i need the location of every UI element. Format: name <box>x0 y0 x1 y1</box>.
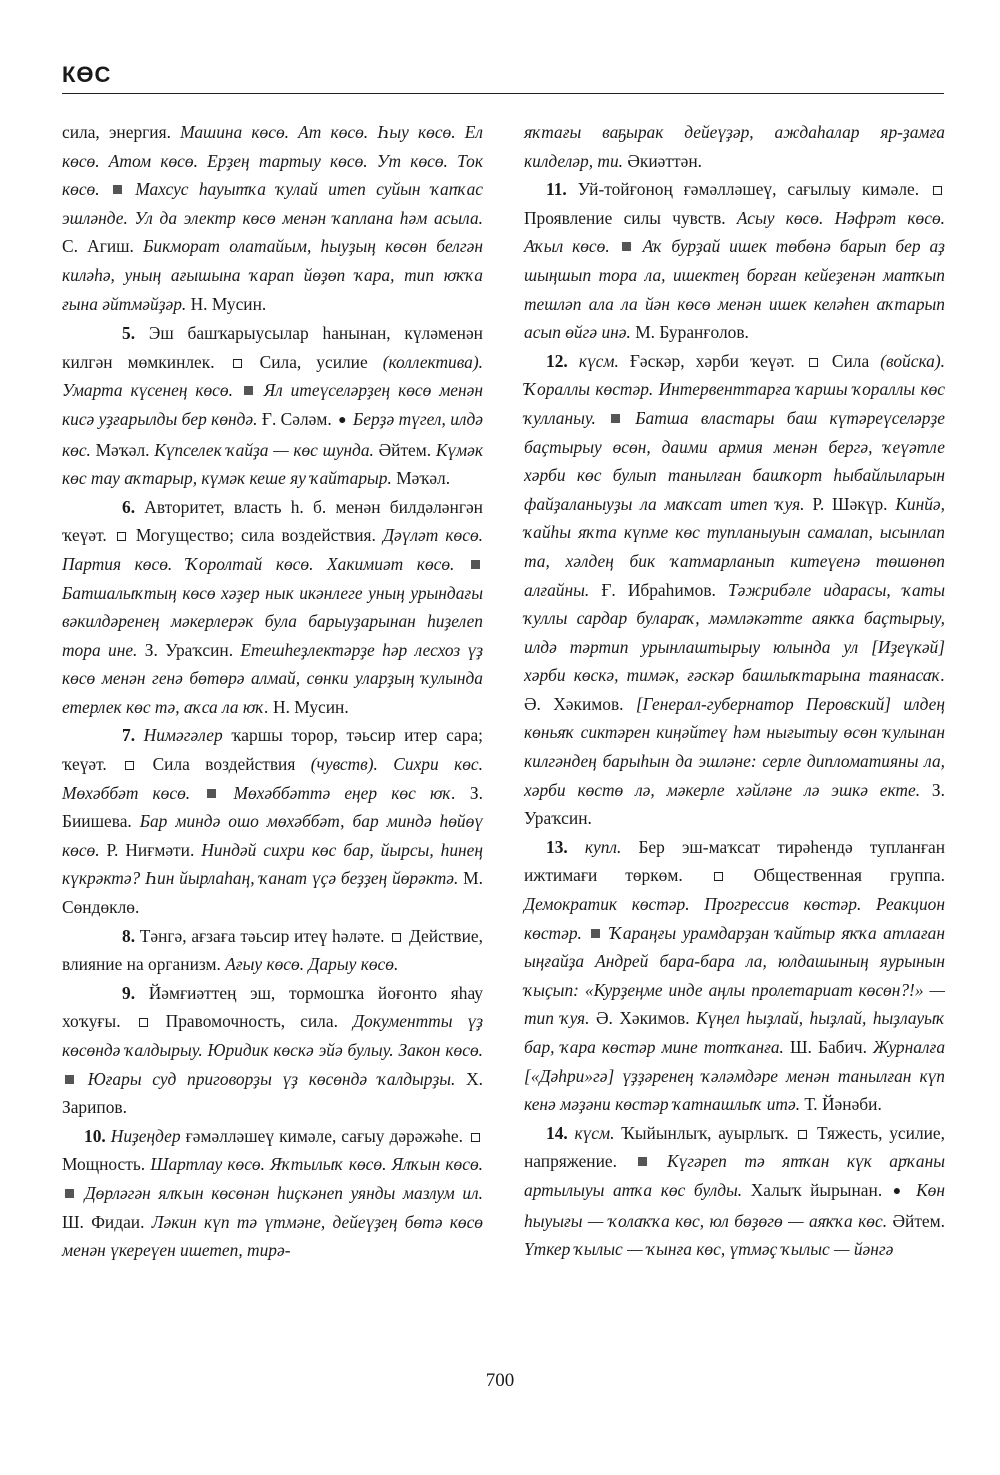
sense-number: 9. <box>122 982 136 1003</box>
quote-text: Махсус һауытҡа ҡулай итеп суйын ҡапҡас эшләнде. Ул да электр көсө менән ҡаплана һәм асыла. <box>62 179 484 228</box>
translation-marker-icon <box>714 872 723 881</box>
sense-number: 12. <box>546 350 568 371</box>
proverb-source: Әйтем. <box>887 1210 946 1231</box>
page-number: 700 <box>485 1370 515 1391</box>
quote-text: Бикморат олатайым, һыуҙың көсөн белгән киләһә, уның ағышына ҡарап йөҙөп ҡара, тип юҡҡа ғына әйтмәйҙәр. <box>62 236 483 314</box>
translation-marker-icon <box>933 186 942 195</box>
definition-italic: Ниҙеңдер <box>105 1125 181 1146</box>
definition-text: Бер эш-маҡсат тирәһендә тупланған ижтимағи төркөм. <box>524 836 946 886</box>
example-phrases: Ағыу көсө. Дарыу көсө. <box>220 954 399 975</box>
quote-marker-icon <box>207 789 216 798</box>
quote-author: Халыҡ йырынан. <box>742 1179 891 1200</box>
translation-marker-icon <box>392 933 401 942</box>
quote-marker-icon <box>611 414 620 423</box>
sense-14 <box>524 1119 945 1264</box>
example-phrases: Машина көсө. Ат көсө. Һыу көсө. Ел көсө. Атом көсө. Ерҙең тартыу көсө. Ут көсө. Ток көсө. <box>62 122 483 200</box>
quote-text: Күгәреп тә ятҡан күк арҡаны артылыуы атҡа көс булды. <box>524 1151 945 1200</box>
sense-9 <box>62 979 483 1122</box>
russian-translation: Правомочность, сила. <box>165 1011 338 1032</box>
sense-number: 11. <box>546 179 567 200</box>
quote-author: Т. Йәнәби. <box>800 1094 882 1115</box>
russian-translation: Проявление силы чувств. <box>524 207 726 228</box>
quote-text: Батшалыҡтың көсө хәҙер нык икәнлеге уның урындағы вәкилдәренең мәкерлерәк була барыуҙарынан һиҙелеп тора ине. <box>62 582 483 660</box>
translation-marker-icon <box>125 761 134 770</box>
quote-author: Н. Мусин. <box>268 696 349 717</box>
example-phrases: Документты үҙ көсөндә ҡалдырыу. Юридик көскә эйә булыу. Закон көсө. <box>62 1011 484 1060</box>
quote-author: З. Ураҡсин. <box>137 639 241 660</box>
translation-marker-icon <box>233 359 242 368</box>
sense-number: 8. <box>122 925 136 946</box>
proverb-marker-icon: ● <box>338 412 347 428</box>
sense-number: 6. <box>122 496 136 517</box>
header-rule <box>62 93 944 94</box>
quote-marker-icon <box>471 560 480 569</box>
russian-translation: Тяжесть, усилие, напряжение. <box>524 1122 945 1172</box>
sense-11 <box>524 175 945 347</box>
proverb-source: Мәҡәл. <box>391 468 451 489</box>
quote-author: Ғ. Ибраһимов. <box>589 579 729 600</box>
quote-text: Күңел һыҙлай, һыҙлай, һыҙлауыҡ бар, ҡара көстәр мине тотҡанға. <box>524 1008 946 1057</box>
translation-marker-icon <box>117 532 126 541</box>
quote-author: Р. Шәкүр. <box>804 493 896 514</box>
russian-translation: Сила, усилие <box>259 351 383 372</box>
definition-text: Йәмғиәттең эш, тормошҡа йоғонто яһау хоҡуғы. <box>62 982 483 1032</box>
russian-translation: Могущество; сила воздействия. <box>135 525 376 546</box>
definition-text: Авторитет, власть һ. б. менән билдәләнгән ҡеүәт. <box>62 496 483 546</box>
example-phrases: Сихри көс. Мөхәббәт көсө. <box>62 754 483 803</box>
quote-text: Кинйә, ҡайһы яҡта күпме көс тупланыуын самалап, ысынлап та, хәлдең бик ҡатмарланып китеүенә төшөнөп алғайны. <box>524 493 945 600</box>
left-column <box>62 118 483 1265</box>
quote-author: З. Ураҡсин. <box>524 779 945 829</box>
definition-text: Тәнгә, ағзаға тәьсир итеү һәләте. <box>135 925 390 946</box>
sense-5 <box>62 319 483 493</box>
proverb-text: Үткер ҡылыс — ҡынға көс, үтмәҫ ҡылыс — йәнгә <box>524 1239 894 1260</box>
quote-text: Ләкин күп тә үтмәне, дейеүҙең бөтә көсө менән үкереүен ишетеп, тирә- <box>62 1211 484 1261</box>
definition-italic: Нимәгәлер <box>135 725 223 746</box>
sense-number: 14. <box>546 1122 568 1143</box>
quote-author: Ш. Фидаи. <box>62 1211 152 1232</box>
proverb-text: Күмәк көс тау аҡтарыр, күмәк кеше яу ҡайтарыр. <box>62 439 484 489</box>
russian-gloss: (войска). <box>880 350 945 371</box>
proverb-source: Мәҡәл. <box>90 439 155 460</box>
right-column <box>524 118 945 1264</box>
proverb-text: Берҙә түгел, илдә көс. <box>62 408 483 460</box>
example-phrases: Умарта күсенең көсө. <box>62 380 233 401</box>
quote-author: Ә. Хәкимов. <box>524 693 636 714</box>
quote-author: Ш. Бабич. <box>783 1037 874 1057</box>
definition-text: Ғәскәр, хәрби ҡеүәт. <box>618 350 806 371</box>
translation-marker-icon <box>471 1133 480 1142</box>
quote-author: М. Сөндөклө. <box>62 868 483 918</box>
translation-marker-icon <box>139 1018 148 1027</box>
quote-text: Журналға [«Дәһри»гә] үҙҙәренең ҡәләмдәре менән танылған күп кенә мәҙәни көстәр ҡатнашлыҡ итә. <box>524 1037 946 1115</box>
usage-label: күсм. <box>567 350 619 371</box>
sense-13 <box>524 833 945 1119</box>
quote-text: Ҡараңғы урамдарҙан ҡайтыр яҡҡа атлаған ыңғайҙа Андрей бара-бара ла, юлдашының яурынын ҡыҫып: «Курҙеңме инде аңлы пролетариат көсөн?!» — тип ҡуя. <box>524 922 945 1029</box>
quote-text: Бар миндә ошо мөхәббәт, бар миндә һөйөү көсө. <box>62 811 483 860</box>
usage-label: күсм. <box>567 1122 615 1143</box>
usage-label: купл. <box>567 836 622 857</box>
quote-author: М. Буранғолов. <box>630 322 749 343</box>
sense-10 <box>62 1122 483 1265</box>
quote-text: Етешһеҙлектәрҙе һәр лесхоз үҙ көсө менән генә бөтөрә алмай, сөнки уларҙың ҡулында етерлек көс тә, аҡса ла юҡ. <box>62 639 483 717</box>
quote-text: Дөрләгән ялҡын көсөнән һиҫкәнеп уянды мазлум ил. <box>84 1182 483 1203</box>
quote-author: Р. Ниғмәти. <box>99 839 202 860</box>
quote-marker-icon <box>638 1157 647 1166</box>
russian-translation: Общественная группа. <box>753 865 945 886</box>
sense-number: 13. <box>546 836 568 857</box>
quote-author: Ғ. Сәләм. <box>257 408 337 429</box>
sense-number: 10. <box>84 1125 106 1146</box>
sense-12 <box>524 347 945 833</box>
russian-gloss: (чувств). <box>310 754 378 775</box>
translation-marker-icon <box>809 358 818 367</box>
proverb-source: Әйтем. <box>373 439 436 460</box>
sense-8 <box>62 922 483 979</box>
quote-text: яҡтағы ваҕырак дейеүҙәр, аждаһалар яр-ҙамға килделәр, ти. <box>524 122 945 171</box>
definition-text: Эш башҡарыусылар һанынан, күләменән килгән мөмкинлек. <box>62 323 483 372</box>
sense-number: 7. <box>122 725 136 746</box>
quote-marker-icon <box>591 929 600 938</box>
quote-text: [Генерал-губернатор Перовский] илдең көньяҡ сиктәрен киңәйтеү һәм нығытыу өсөн ҡулынан килгәндең барыһын да эшләне: серле дипломатияны ла, хәрби көстө лә, мәкерле хәйләне лә эшкә екте. <box>524 693 945 800</box>
proverb-text: Көн һыуығы — ҡолаҡҡа көс, юл бөҙөгө — аяҡҡа көс. <box>524 1179 945 1231</box>
quote-text: Батша властары баш күтәреүселәрҙе баҫтырыу өсөн, даими армия менән бергә, ҡеүәтле хәрби көс булып танылған башҡорт һыбайлыларын файҙаланыуҙы ла маҡсат итеп ҡуя. <box>524 407 945 514</box>
quote-text: Ял итеүселәрҙең көсө менән кисә уҙғарылды бер көндә. <box>62 380 483 429</box>
quote-author: Х. Зарипов. <box>62 1068 483 1118</box>
quote-marker-icon <box>622 242 631 251</box>
example-phrases: Шартлау көсө. Яҡтылыҡ көсө. Ялҡын көсө. <box>145 1154 483 1175</box>
quote-text: Тәжрибәле идарасы, ҡаты ҡуллы сардар булараҡ, мәмләкәтте аякҡа баҫтырыу, илдә тәртип урынлаштырыу юлында ул [Иҙеүкәй] хәрби көскә, тимәк, ғәскәр башлыҡтарына таянасаҡ. <box>524 579 946 686</box>
russian-translation: Действие, влияние на организм. <box>62 925 483 975</box>
entry-intro <box>62 118 483 318</box>
proverb-text: Күпселек ҡайҙа — көс шунда. <box>154 439 374 460</box>
quote-marker-icon <box>113 185 122 194</box>
quote-text: Аҡ бурҙай ишек төбөнә барып бер аҙ шыңшып тора ла, ишектең борған кейеҙенән матҡып тешләп ала ла йән көсө менән ишек келәһен аҡтарып асып өйгә инә. <box>524 236 945 343</box>
definition-text: сила, энергия. <box>62 122 181 142</box>
definition-text: ғәмәлләшеү кимәле, сағыу дәрәжәһе. <box>180 1125 468 1146</box>
example-phrases: Асыу көсө. Нәфрәт көсө. Аҡыл көсө. <box>524 207 946 257</box>
quote-author: Әкиәттән. <box>623 150 702 171</box>
quote-author: Ә. Хәкимов. <box>589 1008 697 1029</box>
example-phrases: Ҡораллы көстәр. Интервенттарға ҡаршы ҡораллы көс ҡулланыу. <box>524 379 945 428</box>
russian-gloss: (коллектива). <box>382 351 483 372</box>
definition-text: ҡаршы торор, тәьсир итер сара; ҡеүәт. <box>62 725 483 775</box>
sense-6 <box>62 493 483 722</box>
sense-7 <box>62 721 483 921</box>
sense-number: 5. <box>122 323 136 344</box>
quote-text: Мөхәббәттә еңер көс юҡ. <box>233 782 456 803</box>
quote-marker-icon <box>65 1075 74 1084</box>
example-phrases: Дәүләт көсө. Партия көсө. Ҡоролтай көсө. Хакимиәт көсө. <box>62 525 483 574</box>
example-phrases: Демократик көстәр. Прогрессив көстәр. Реакцион көстәр. <box>524 894 945 943</box>
russian-translation: Сила <box>831 350 881 371</box>
quote-text: Юғары суд приговорҙы үҙ көсөндә ҡалдырҙы. <box>87 1068 456 1089</box>
quote-author: С. Агиш. <box>62 236 144 257</box>
russian-translation: Сила воздействия <box>152 754 311 775</box>
proverb-marker-icon: ● <box>892 1183 906 1199</box>
continuation <box>524 118 945 175</box>
quote-marker-icon <box>244 386 253 395</box>
translation-marker-icon <box>798 1130 807 1139</box>
quote-author: Н. Мусин. <box>186 293 267 314</box>
russian-translation: Мощность. <box>62 1154 146 1175</box>
quote-text: Ниндәй сихри көс бар, йырсы, һинең күкрәктә? Һин йырлаһаң, ҡанат үҫә беҙҙең йөрәктә. <box>62 839 483 889</box>
definition-text: Уй-тойғоноң ғәмәлләшеү, сағылыу кимәле. <box>566 179 930 200</box>
definition-text: Ҡыйынлыҡ, ауырлыҡ. <box>614 1122 796 1143</box>
running-head: КӨС <box>62 62 112 87</box>
quote-marker-icon <box>65 1189 74 1198</box>
quote-author: З. Биишева. <box>62 782 483 832</box>
